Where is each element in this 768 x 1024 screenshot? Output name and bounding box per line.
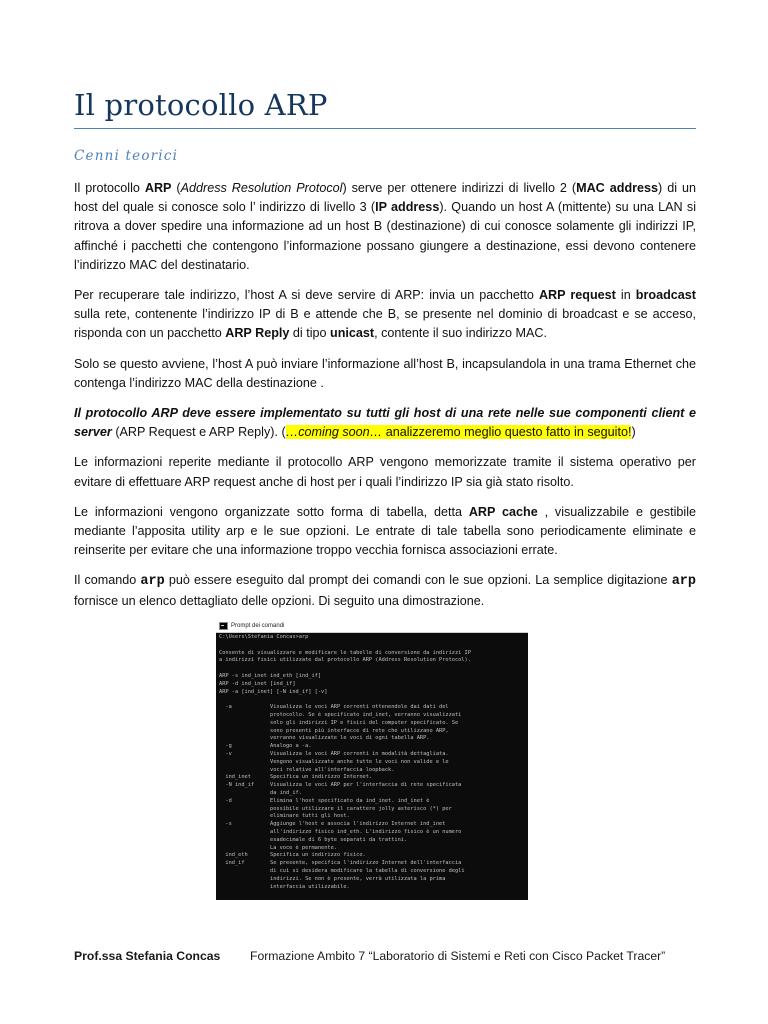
inline-code-arp: arp xyxy=(140,574,165,590)
page-title: Il protocollo ARP xyxy=(74,88,328,122)
paragraph-cache: Le informazioni vengono organizzate sotto forma di tabella, detta ARP cache , visualizzabile e gestibile mediante l’apposita utility arp e le sue opzioni. Le entrate di tale tabella sono periodicamente eliminate e reinserite per evitare che una informazione troppo vecchia fornisca associazioni errate. xyxy=(74,504,696,558)
paragraph-encapsulation: Solo se questo avviene, l’host A può inviare l’informazione all’host B, incapsulandola in una trama Ethernet che contenga l’indirizzo MAC della destinazione . xyxy=(74,356,696,390)
screenshot-titlebar xyxy=(216,620,528,633)
highlighted-note: …coming soon… analizzeremo meglio questo fatto in seguito! xyxy=(285,425,632,440)
paragraph-command: Il comando arp può essere eseguito dal prompt dei comandi con le sue opzioni. La semplice digitazione arp fornisce un elenco dettagliato delle opzioni. Di seguito una dimostrazione. xyxy=(74,573,696,608)
title-underline xyxy=(74,128,696,129)
body-text xyxy=(74,179,696,622)
section-subtitle: Cenni teorici xyxy=(74,148,179,164)
paragraph-request: Per recuperare tale indirizzo, l’host A si deve servire di ARP: invia un pacchetto ARP request in broadcast sulla rete, contenente l’indirizzo IP di B e attende che B, se presente nel dominio di broadcast e se acceso, risponda con un pacchetto ARP Reply di tipo unicast, contente il suo indirizzo MAC. xyxy=(74,288,696,341)
paragraph-memorization: Le informazioni reperite mediante il protocollo ARP vengono memorizzate tramite il sistema operativo per evitare di effettuare ARP request anche di host per i quali l’indirizzo IP sia già stato risolto. xyxy=(74,455,696,489)
footer-course: Formazione Ambito 7 “Laboratorio di Sistemi e Reti con Cisco Packet Tracer” xyxy=(250,949,666,963)
screenshot-console-output: C:\Users\Stefania Concas>arp Consente di visualizzare e modificare le tabelle di conversione da indirizzi IP a indirizzi fisici utilizzate dal protocollo ARP (Address Resolution Protocol). ARP -s ind_inet ind_eth [ind_if] ARP -d ind_inet [ind_if] ARP -a [ind_inet] [-N ind_if] [-v] -a Visualizza le voci ARP correnti ottenendole dai dati del protocollo. Se è specificato ind_inet, verranno visualizzati solo gli indirizzi IP e fisici del computer specificato. Se sono presenti più interfacce di rete che utilizzano ARP, verranno visualizzate le voci di ogni tabella ARP. -g Analogo a -a. -v Visualizza le voci ARP correnti in modalità dettagliata. Vengono visualizzate anche tutte le voci non valide e le voci relative all'interfaccia loopback. ind_inet Specifica un indirizzo Internet. -N ind_if Visualizza le voci ARP per l'interfaccia di rete specificata da ind_if. -d Elimina l'host specificato da ind_inet. ind_inet è possibile utilizzare il carattere jolly asterisco (*) per eliminare tutti gli host. -s Aggiunge l'host e associa l'indirizzo Internet ind_inet all'indirizzo fisico ind_eth. L'indirizzo fisico è un numero esadecimale di 6 byte separati da trattini. La voce è permanente. ind_eth Specifica un indirizzo fisico. ind_if Se presente, specifica l'indirizzo Internet dell'interfaccia di cui si desidera modificare la tabella di conversione degli indirizzi. Se non è presente, verrà utilizzata la prima interfaccia utilizzabile. xyxy=(219,634,471,890)
terminal-icon xyxy=(219,622,228,630)
command-prompt-screenshot xyxy=(216,620,528,900)
inline-code-arp: arp xyxy=(671,574,696,590)
screenshot-window-title: Prompt dei comandi xyxy=(231,623,285,629)
paragraph-implementation: Il protocollo ARP deve essere implementato su tutti gli host di una rete nelle sue componenti client e server (ARP Request e ARP Reply). (…coming soon… analizzeremo meglio questo fatto in seguito!) xyxy=(74,406,696,440)
paragraph-intro: Il protocollo ARP (Address Resolution Protocol) serve per ottenere indirizzi di livello 2 (MAC address) di un host del quale si conosce solo l’ indirizzo di livello 3 (IP address). Quando un host A (mittente) su una LAN si ritrova a dover spedire una informazione ad un host B (destinazione) di cui conosce solamente gli indirizzi IP, affinché i pacchetti che contengono l’informazione possano giungere a destinazione, essi devono contenere l’indirizzo MAC del destinatario. xyxy=(74,181,696,272)
footer-author: Prof.ssa Stefania Concas xyxy=(74,949,221,963)
